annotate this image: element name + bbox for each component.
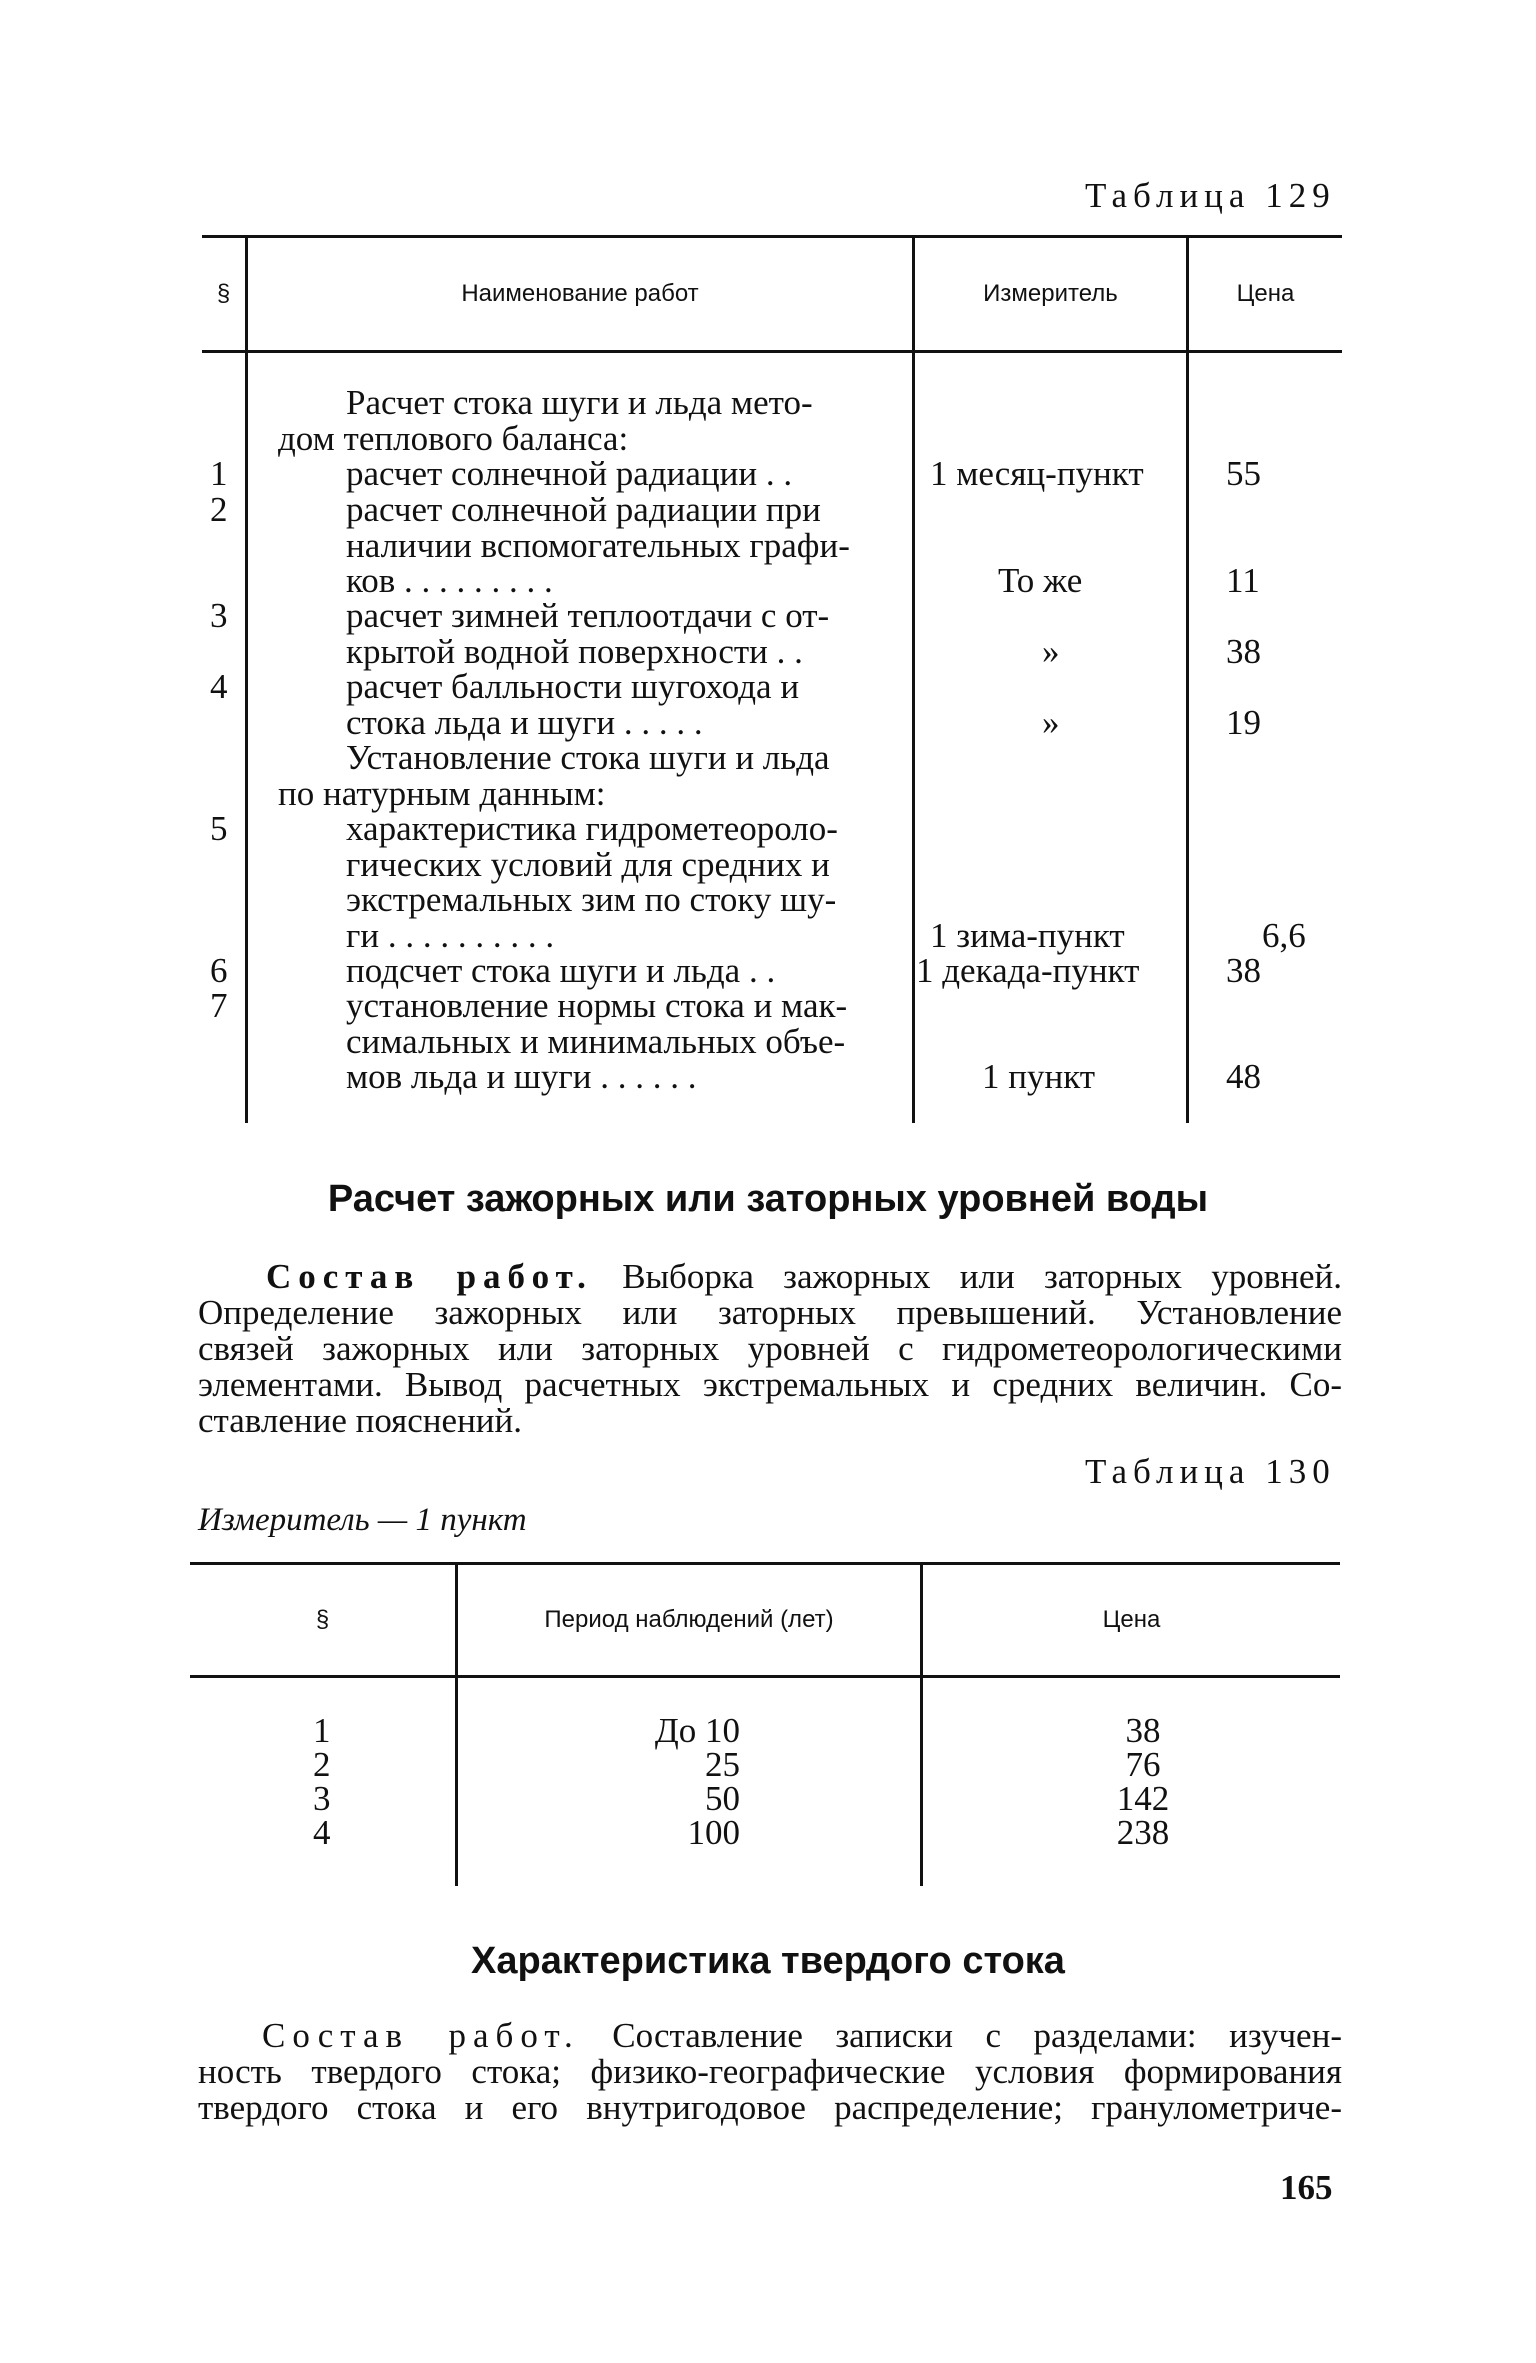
table-129-row-text: расчет солнечной радиации . .: [346, 454, 793, 493]
table-129-row-text: экстремальных зим по стоку шу-: [346, 880, 837, 919]
table-130-row-period: 100: [687, 1813, 740, 1852]
table-129-intro-line: по натурным данным:: [278, 774, 606, 813]
paragraph-line: Определение зажорных или заторных превышений. Установление: [198, 1293, 1342, 1332]
table-130-row-price: 76: [1125, 1745, 1161, 1784]
table-130-header-price: Цена: [1102, 1606, 1161, 1633]
table-129-row-num: 7: [210, 986, 228, 1025]
table-129-row-price: 19: [1226, 703, 1261, 742]
table-129-row-unit: 1 месяц-пункт: [930, 454, 1144, 493]
paragraph-line: [198, 1259, 1342, 1295]
table-129-header-num: §: [216, 280, 231, 307]
table-129-row-text: крытой водной поверхности . .: [346, 632, 803, 671]
table-130-header-num: §: [315, 1606, 330, 1633]
table-129-row-text: подсчет стока шуги и льда . .: [346, 951, 776, 990]
table-129-header-rule: [202, 350, 1342, 353]
table-130-row-num: 4: [313, 1813, 331, 1852]
section-title: Характеристика твердого стока: [471, 1940, 1065, 1982]
table-129-row-price: 11: [1226, 561, 1260, 600]
table-129-header-name: Наименование работ: [461, 280, 699, 307]
page-number: 165: [1280, 2168, 1333, 2207]
table-129-row-unit: »: [1042, 632, 1060, 671]
table-129-header-price: Цена: [1236, 280, 1295, 307]
table-130-top-rule: [190, 1562, 1340, 1565]
table-129-col-divider: [245, 237, 248, 1123]
table-129-row-price: 6,6: [1262, 916, 1306, 955]
table-129-caption: Таблица 129: [1085, 176, 1336, 215]
section-1-text: [198, 1259, 1342, 1439]
table-129-col-divider: [912, 237, 915, 1123]
table-129-row-price: 38: [1226, 951, 1261, 990]
table-130-row-period: До 10: [654, 1711, 740, 1750]
paragraph-line: связей зажорных или заторных уровней с гидрометеорологическими: [198, 1329, 1342, 1368]
table-129-row-unit: 1 зима-пункт: [930, 916, 1125, 955]
table-129-col-divider: [1186, 237, 1189, 1123]
paragraph-line: элементами. Вывод расчетных экстремальных и средних величин. Со-: [198, 1365, 1342, 1404]
table-129-row-unit: То же: [998, 561, 1083, 600]
table-129-row-text: характеристика гидрометеороло-: [346, 809, 838, 848]
section-2-text: [198, 2018, 1342, 2126]
table-130-row-num: 3: [313, 1779, 331, 1818]
table-129-row-num: 3: [210, 596, 228, 635]
table-129-row-price: 38: [1226, 632, 1261, 671]
table-129-row-text: расчет зимней теплоотдачи с от-: [346, 596, 830, 635]
table-130-row-num: 1: [313, 1711, 331, 1750]
table-130-unit-label: Измеритель — 1 пункт: [198, 1502, 527, 1538]
table-129-row-num: 5: [210, 809, 228, 848]
paragraph-text: Выборка зажорных или заторных уровней.: [622, 1257, 1343, 1296]
table-129-header-unit: Измеритель: [983, 280, 1118, 307]
table-129-row-num: 2: [210, 490, 228, 529]
section-title: Расчет зажорных или заторных уровней воды: [327, 1178, 1209, 1220]
table-129-top-rule: [202, 235, 1342, 238]
table-130-row-num: 2: [313, 1745, 331, 1784]
table-129-row-text: наличии вспомогательных графи-: [346, 526, 850, 565]
table-129-row-text: расчет балльности шугохода и: [346, 667, 800, 706]
table-129-row-unit: 1 декада-пункт: [916, 951, 1140, 990]
table-129-row-text: симальных и минимальных объе-: [346, 1022, 846, 1061]
table-129-row-price: 55: [1226, 454, 1261, 493]
table-130-caption: Таблица 130: [1085, 1452, 1336, 1491]
table-130-row-price: 142: [1116, 1779, 1170, 1818]
table-129-row-text: стока льда и шуги . . . . .: [346, 703, 703, 742]
table-129-row-text: гических условий для средних и: [346, 845, 830, 884]
table-129-row-text: мов льда и шуги . . . . . .: [346, 1057, 697, 1096]
table-129-row-unit: 1 пункт: [982, 1057, 1096, 1096]
table-129-row-text: расчет солнечной радиации при: [346, 490, 821, 529]
table-130-header-period: Период наблюдений (лет): [544, 1606, 834, 1633]
table-130-header-rule: [190, 1675, 1340, 1678]
table-129-row-num: 4: [210, 667, 228, 706]
paragraph-line: ность твердого стока; физико-географические условия формирования: [198, 2052, 1342, 2091]
paragraph-line: ставление пояснений.: [198, 1401, 523, 1440]
table-129-row-text: ги . . . . . . . . . .: [346, 916, 555, 955]
table-129-row-text: установление нормы стока и мак-: [346, 986, 848, 1025]
paragraph-text: Составление записки с разделами: изучен-: [612, 2016, 1342, 2055]
paragraph-line: твердого стока и его внутригодовое распределение; гранулометриче-: [198, 2088, 1342, 2127]
table-129-intro-line: Установление стока шуги и льда: [346, 738, 830, 777]
table-129-row-num: 6: [210, 951, 228, 990]
table-129-row-text: ков . . . . . . . . .: [346, 561, 553, 600]
table-129-row-price: 48: [1226, 1057, 1261, 1096]
table-129-intro-line: Расчет стока шуги и льда мето-: [346, 383, 813, 422]
table-130-row-price: 38: [1125, 1711, 1161, 1750]
paragraph-line: [198, 2018, 1342, 2054]
table-130-row-period: 25: [705, 1745, 740, 1784]
table-130-row-period: 50: [705, 1779, 740, 1818]
table-129-intro-line: дом теплового баланса:: [278, 419, 629, 458]
table-129-row-num: 1: [210, 454, 228, 493]
table-129-row-unit: »: [1042, 703, 1060, 742]
section-2-lead: Состав работ.: [262, 2016, 580, 2055]
table-130-row-price: 238: [1116, 1813, 1170, 1852]
section-1-lead: Состав работ.: [266, 1257, 593, 1296]
